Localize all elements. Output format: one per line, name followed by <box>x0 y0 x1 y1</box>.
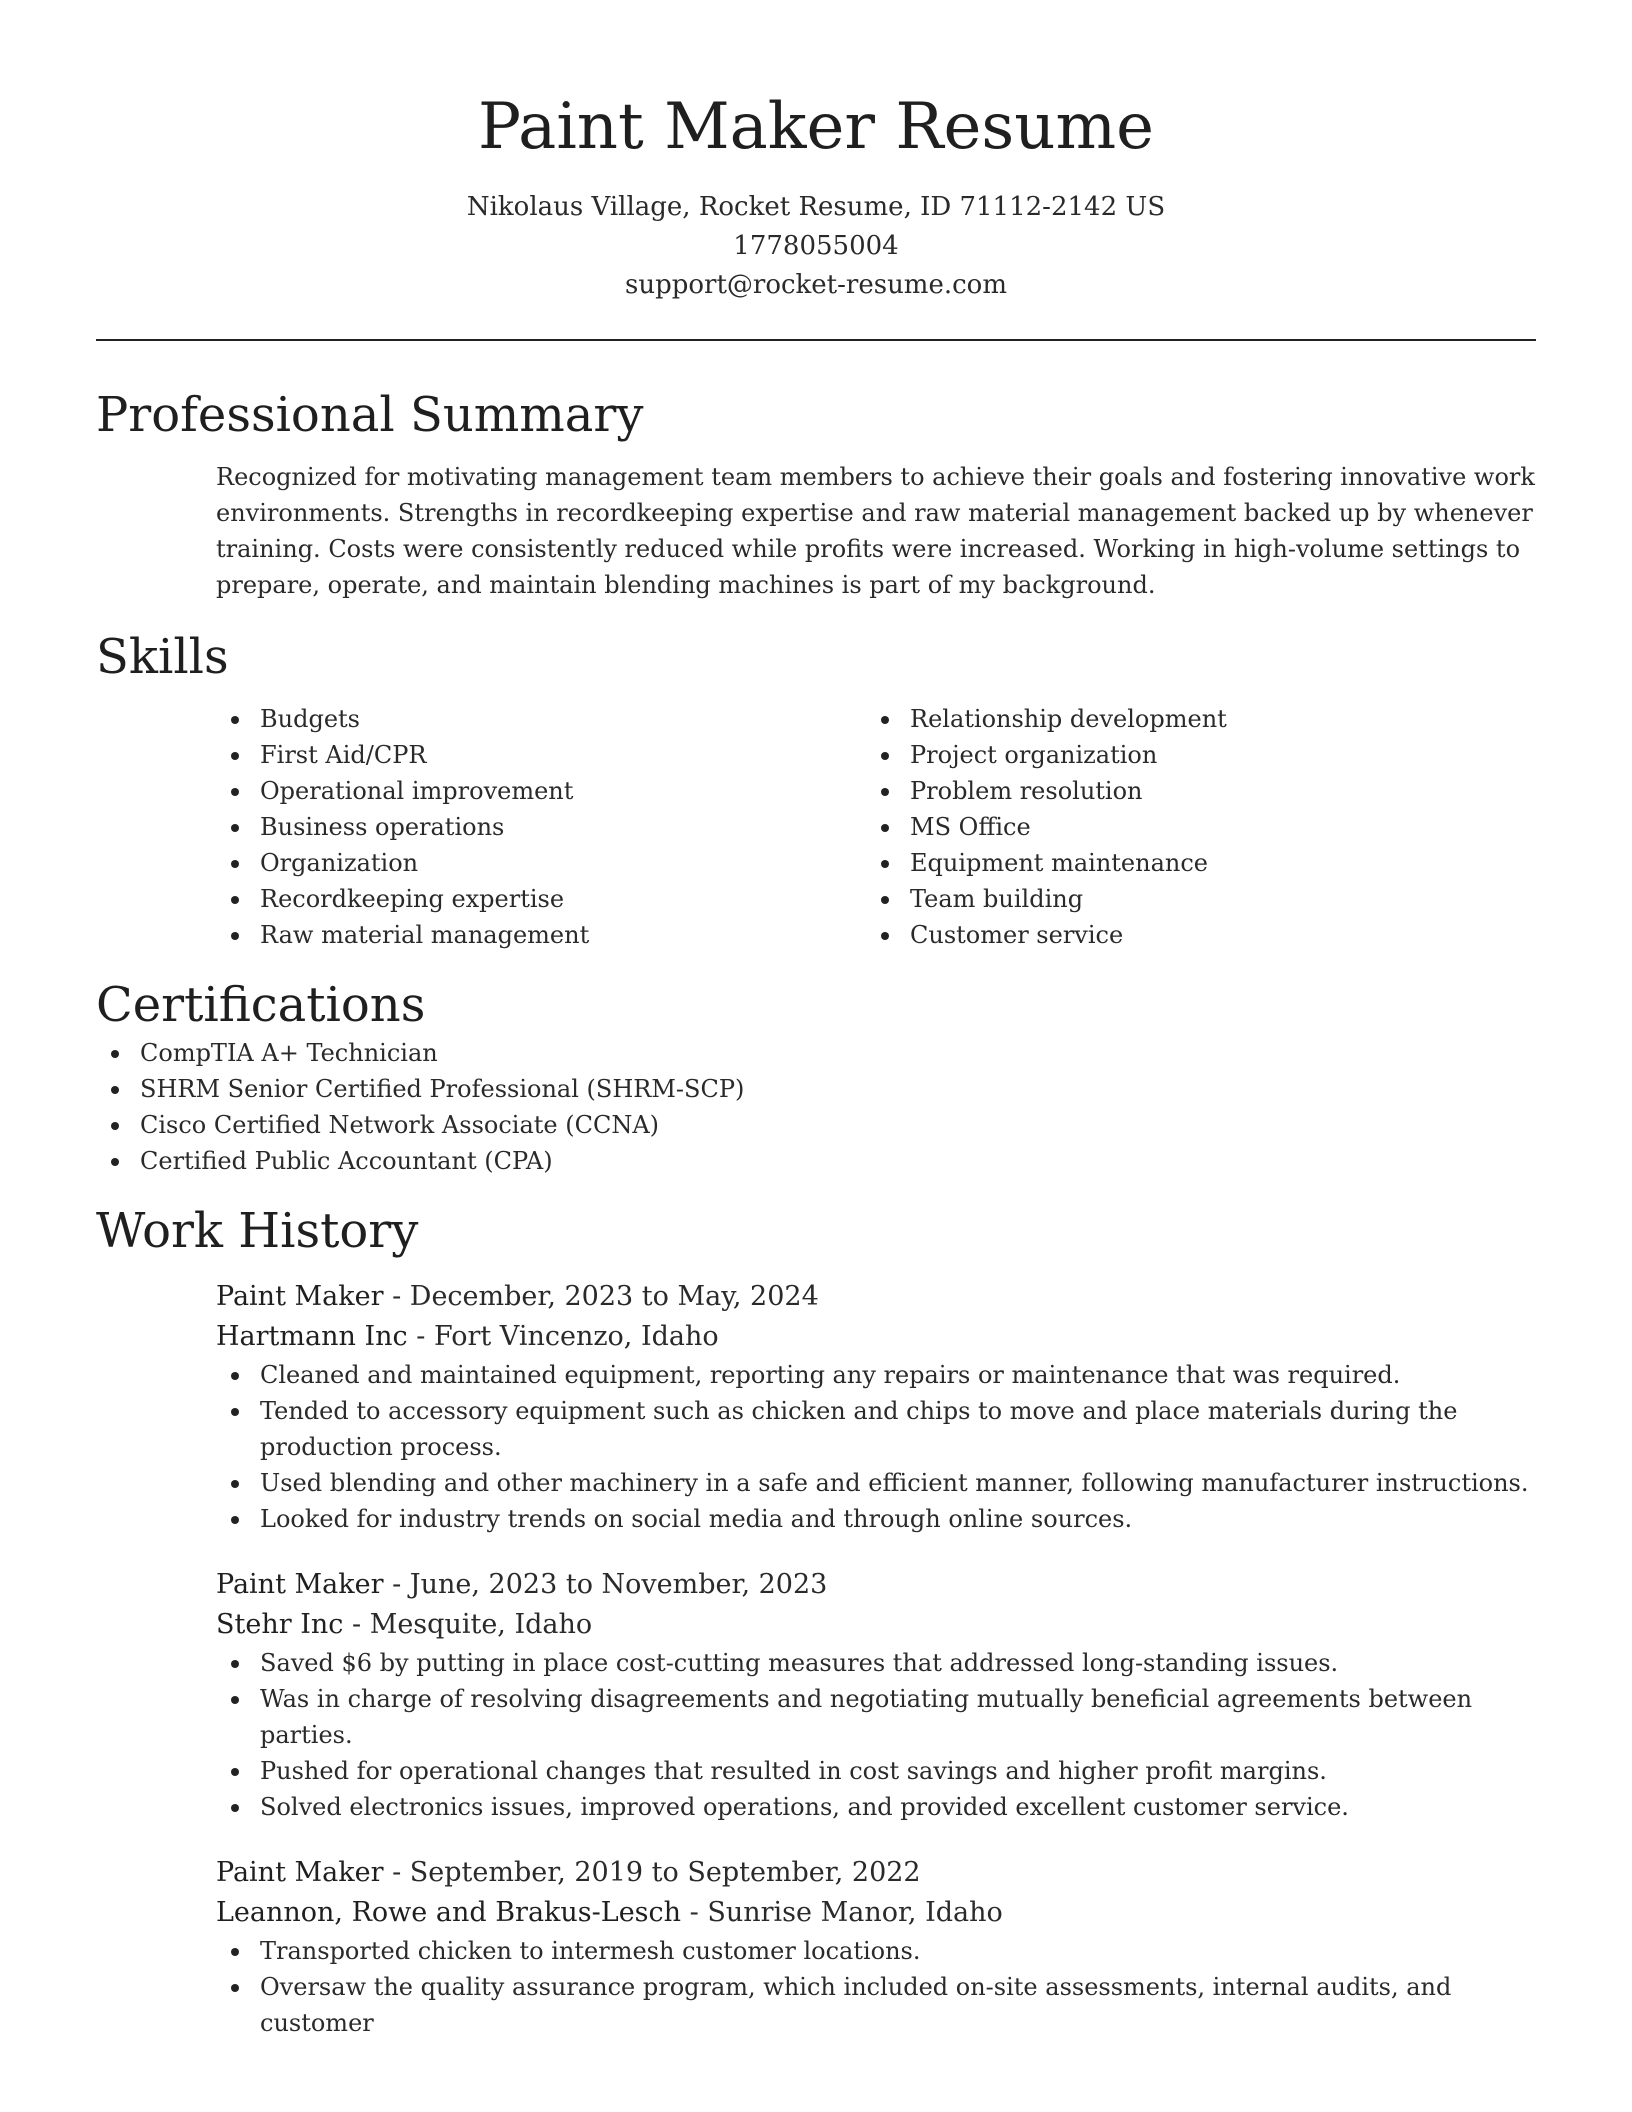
job-title-line: Paint Maker - June, 2023 to November, 2023 <box>216 1569 828 1600</box>
job-company: Hartmann Inc <box>216 1321 408 1352</box>
job-bullet: Oversaw the quality assurance program, which included on-site assessments, internal audits, and customer <box>216 1969 1536 2041</box>
skills-column-left <box>216 701 866 953</box>
skill-item: Business operations <box>216 809 866 845</box>
job-bullets <box>216 1645 1536 1825</box>
job-title-line: Paint Maker - September, 2019 to September, 2022 <box>216 1857 921 1888</box>
summary-text: Recognized for motivating management team members to achieve their goals and fostering innovative work environments. Strengths in recordkeeping expertise and raw material management backed up by whenever training. Costs were consistently reduced while profits were increased. Working in high-volume settings to prepare, operate, and maintain blending machines is part of my background. <box>216 463 1535 599</box>
certifications-heading: Certifications <box>96 977 426 1033</box>
skills-columns <box>216 701 1536 953</box>
job-company: Leannon, Rowe and Brakus-Lesch <box>216 1897 682 1928</box>
summary-heading: Professional Summary <box>96 387 644 443</box>
job-bullet: Transported chicken to intermesh customer locations. <box>216 1933 1536 1969</box>
skill-item: Recordkeeping expertise <box>216 881 866 917</box>
job-entry <box>216 1565 1536 1825</box>
certification-item: Cisco Certified Network Associate (CCNA) <box>96 1107 1536 1143</box>
job-bullet: Was in charge of resolving disagreements and negotiating mutually beneficial agreements between parties. <box>216 1681 1536 1753</box>
job-location: Sunrise Manor, Idaho <box>707 1897 1003 1928</box>
job-bullet: Cleaned and maintained equipment, reporting any repairs or maintenance that was required. <box>216 1357 1536 1393</box>
resume-page <box>96 0 1536 2041</box>
job-location: Fort Vincenzo, Idaho <box>433 1321 719 1352</box>
job-role: Paint Maker <box>216 1569 384 1600</box>
job-bullet: Saved $6 by putting in place cost-cutting measures that addressed long-standing issues. <box>216 1645 1536 1681</box>
job-entry <box>216 1853 1536 2041</box>
skill-item: Raw material management <box>216 917 866 953</box>
skills-column-right <box>866 701 1516 953</box>
resume-header <box>96 0 1536 305</box>
job-bullet: Looked for industry trends on social media and through online sources. <box>216 1501 1536 1537</box>
job-title-line: Paint Maker - December, 2023 to May, 2024 <box>216 1281 819 1312</box>
resume-title: Paint Maker Resume <box>477 90 1155 164</box>
header-divider <box>96 339 1536 341</box>
job-bullets <box>216 1357 1536 1537</box>
skill-item: First Aid/CPR <box>216 737 866 773</box>
skill-item: MS Office <box>866 809 1516 845</box>
job-company: Stehr Inc <box>216 1609 344 1640</box>
job-dates: December, 2023 to May, 2024 <box>409 1281 819 1312</box>
skill-item: Customer service <box>866 917 1516 953</box>
certification-item: CompTIA A+ Technician <box>96 1035 1536 1071</box>
skill-item: Equipment maintenance <box>866 845 1516 881</box>
skill-item: Problem resolution <box>866 773 1516 809</box>
phone-text: 1778055004 <box>733 231 899 261</box>
work-history-heading: Work History <box>96 1203 419 1259</box>
certifications-list <box>96 1035 1536 1179</box>
skill-item: Team building <box>866 881 1516 917</box>
skill-item: Project organization <box>866 737 1516 773</box>
certification-item: Certified Public Accountant (CPA) <box>96 1143 1536 1179</box>
skill-item: Budgets <box>216 701 866 737</box>
address-text: Nikolaus Village, Rocket Resume, ID 71112-2142 US <box>466 192 1166 222</box>
skill-item: Organization <box>216 845 866 881</box>
job-bullets <box>216 1933 1536 2041</box>
certification-item: SHRM Senior Certified Professional (SHRM-SCP) <box>96 1071 1536 1107</box>
job-bullet: Pushed for operational changes that resulted in cost savings and higher profit margins. <box>216 1753 1536 1789</box>
job-company-line: Stehr Inc - Mesquite, Idaho <box>216 1609 593 1640</box>
job-location: Mesquite, Idaho <box>369 1609 593 1640</box>
job-role: Paint Maker <box>216 1281 384 1312</box>
job-role: Paint Maker <box>216 1857 384 1888</box>
email-text: support@rocket-resume.com <box>624 270 1007 300</box>
skill-item: Relationship development <box>866 701 1516 737</box>
job-company-line: Leannon, Rowe and Brakus-Lesch - Sunrise Manor, Idaho <box>216 1897 1003 1928</box>
job-dates: September, 2019 to September, 2022 <box>409 1857 921 1888</box>
skill-item: Operational improvement <box>216 773 866 809</box>
skills-heading: Skills <box>96 629 229 685</box>
job-entry <box>216 1277 1536 1537</box>
job-bullet: Used blending and other machinery in a safe and efficient manner, following manufacturer instructions. <box>216 1465 1536 1501</box>
job-company-line: Hartmann Inc - Fort Vincenzo, Idaho <box>216 1321 719 1352</box>
job-bullet: Solved electronics issues, improved operations, and provided excellent customer service. <box>216 1789 1536 1825</box>
job-bullet: Tended to accessory equipment such as chicken and chips to move and place materials during the production process. <box>216 1393 1536 1465</box>
job-dates: June, 2023 to November, 2023 <box>409 1569 828 1600</box>
